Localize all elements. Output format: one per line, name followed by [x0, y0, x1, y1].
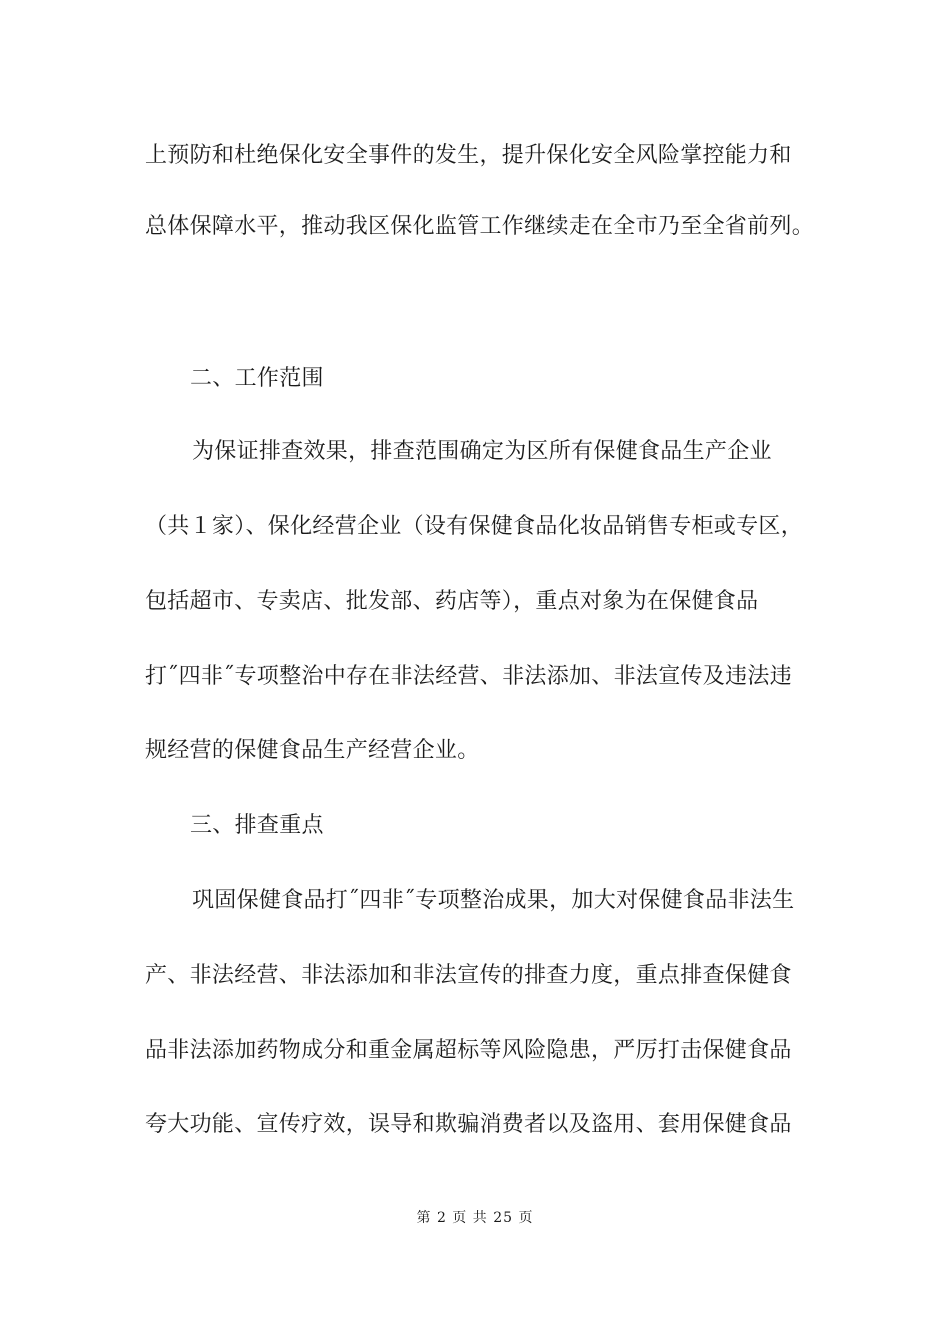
- body-text-line: 规经营的保健食品生产经营企业。: [145, 738, 480, 763]
- body-text-line: 打˝四非˝专项整治中存在非法经营、非法添加、非法宣传及违法违: [145, 664, 793, 689]
- body-text-line: 品非法添加药物成分和重金属超标等风险隐患，严厉打击保健食品: [145, 1038, 792, 1063]
- body-text-line: 上预防和杜绝保化安全事件的发生，提升保化安全风险掌控能力和: [145, 143, 792, 168]
- section-heading-focus: 三、排查重点: [190, 813, 324, 838]
- body-text-line: 为保证排查效果，排查范围确定为区所有保健食品生产企业: [192, 439, 772, 464]
- body-text-line: 夸大功能、宣传疗效，误导和欺骗消费者以及盗用、套用保健食品: [145, 1112, 792, 1137]
- body-text-line: 总体保障水平，推动我区保化监管工作继续走在全市乃至全省前列。: [145, 214, 815, 239]
- body-text-line: 包括超市、专卖店、批发部、药店等），重点对象为在保健食品: [145, 589, 759, 614]
- body-text-line: 产、非法经营、非法添加和非法宣传的排查力度，重点排查保健食: [145, 963, 792, 988]
- body-text-line: 巩固保健食品打˝四非˝专项整治成果，加大对保健食品非法生: [192, 888, 795, 913]
- section-heading-scope: 二、工作范围: [190, 366, 324, 391]
- body-text-line: （共１家）、保化经营企业（设有保健食品化妆品销售专柜或专区，: [145, 514, 804, 539]
- page-number-footer: 第 2 页 共 25 页: [416, 1210, 534, 1226]
